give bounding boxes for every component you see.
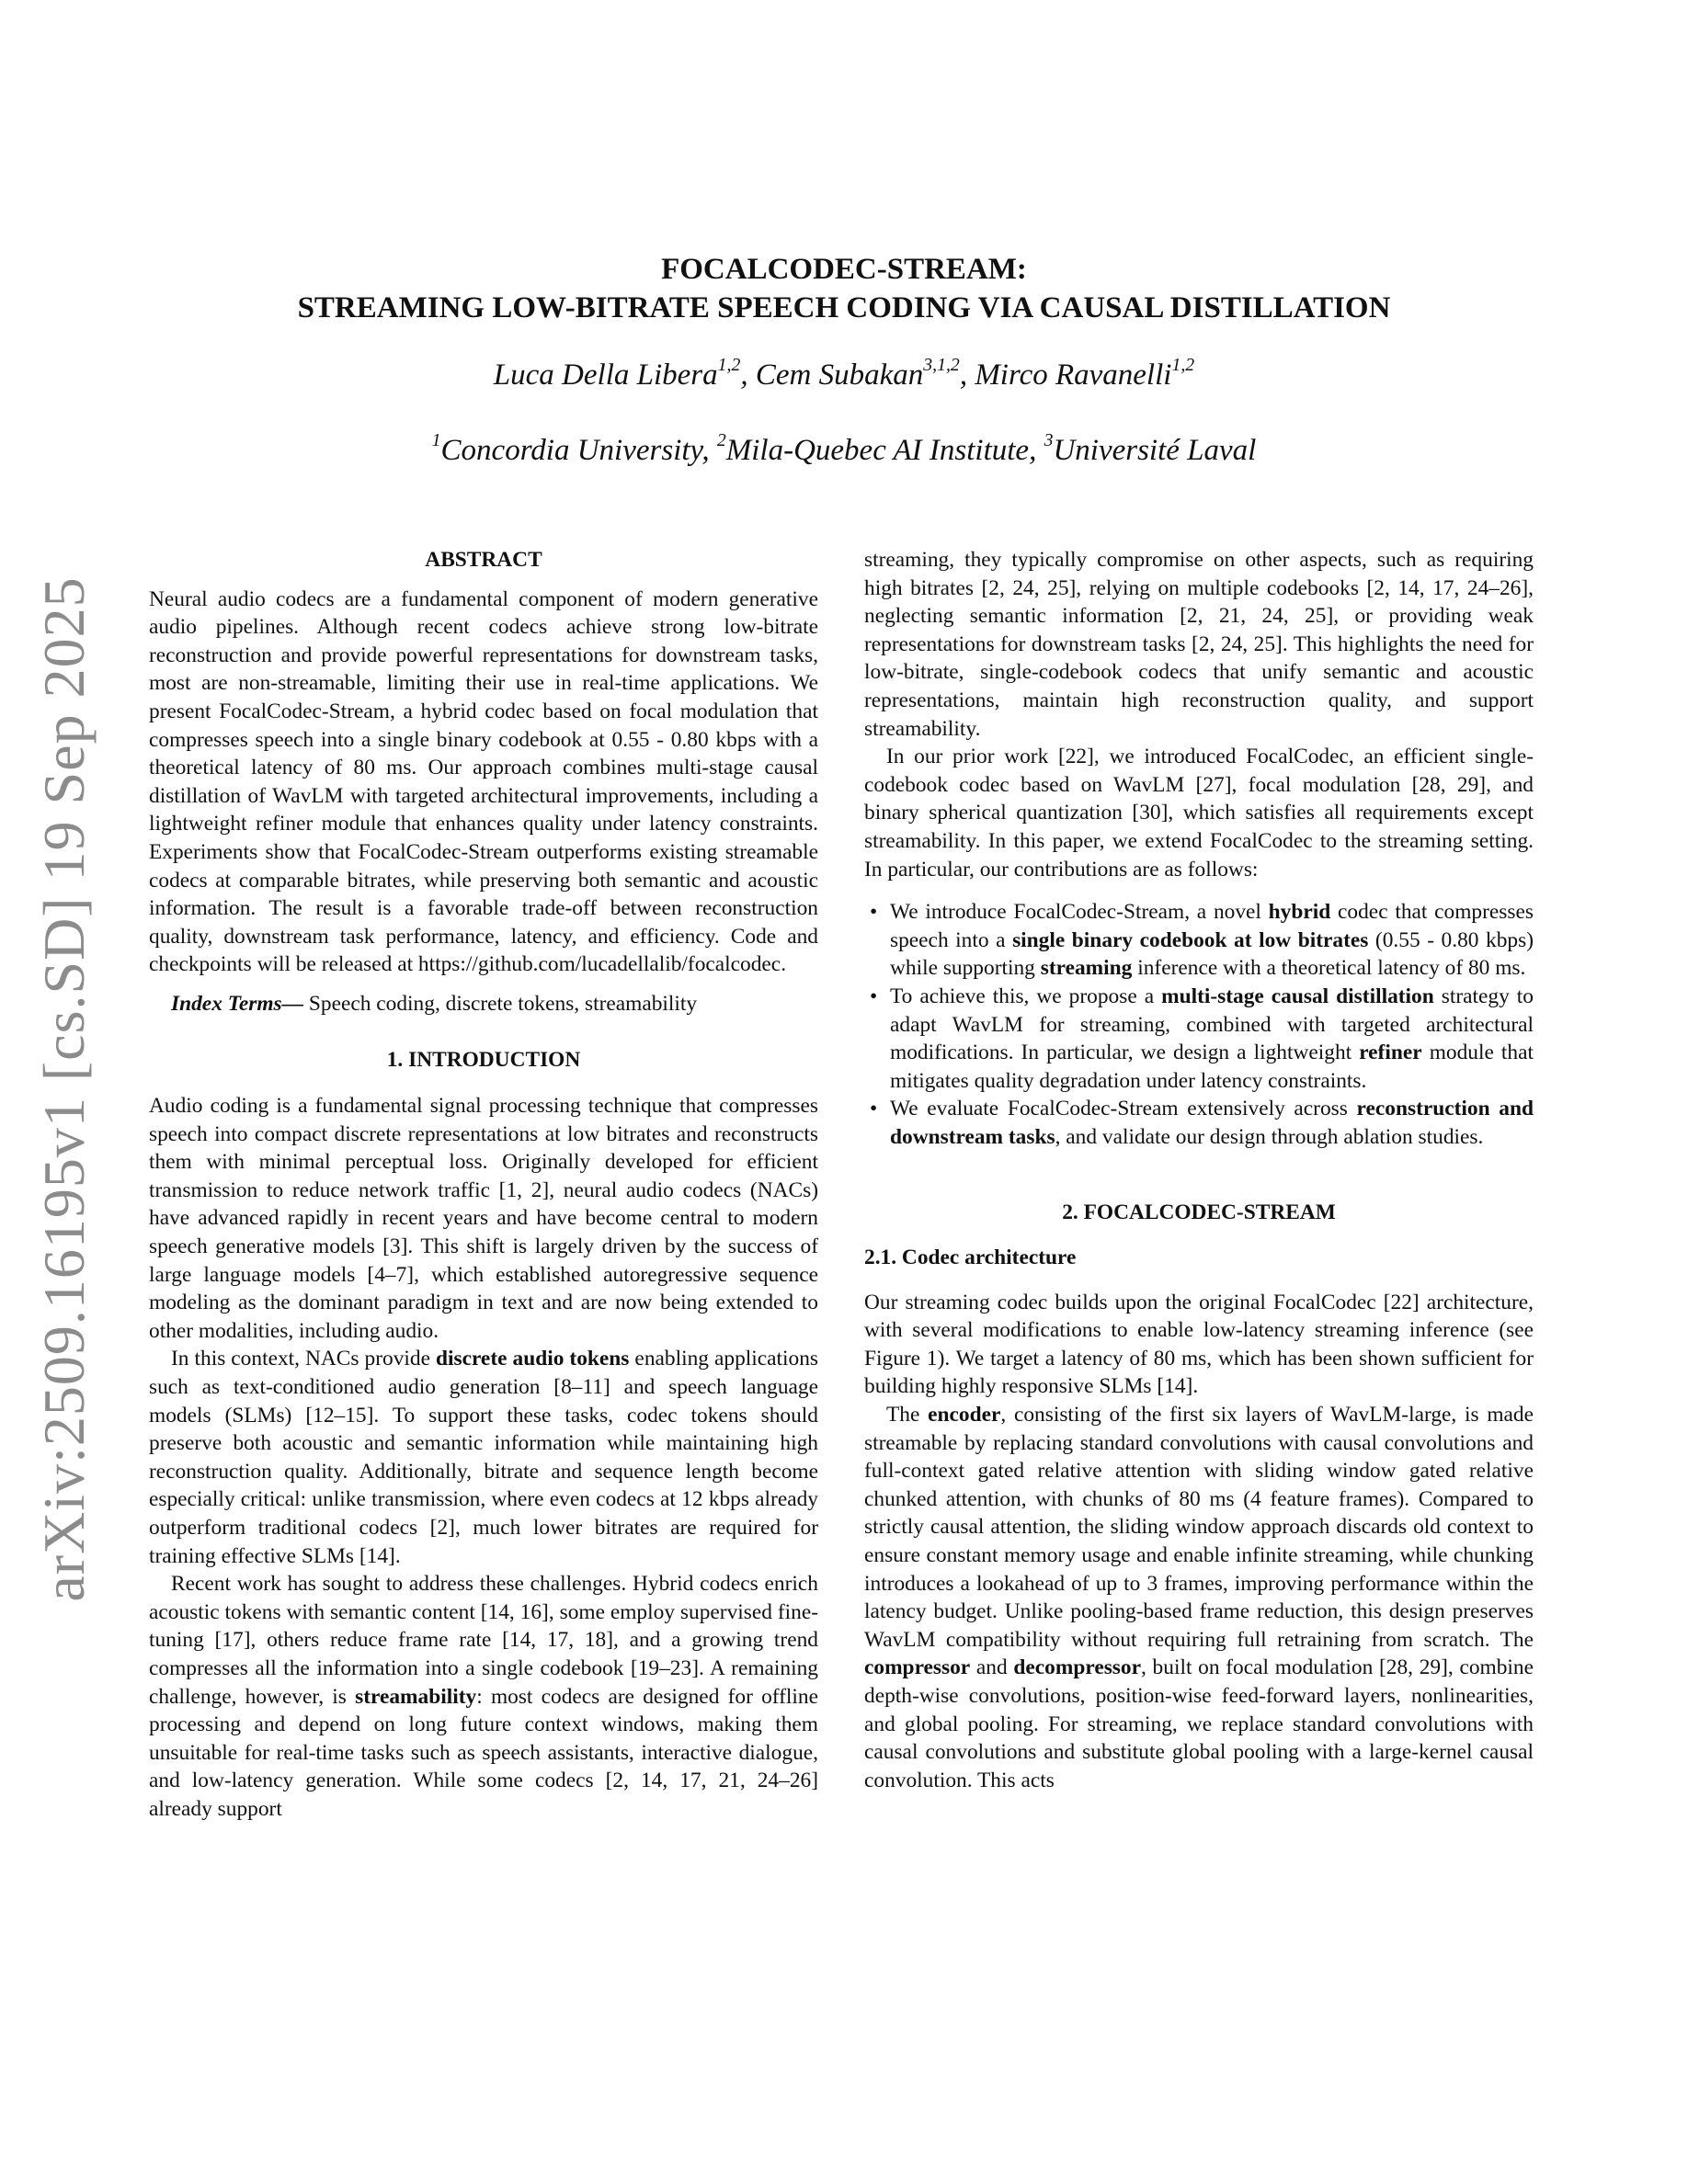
contribution-item [864, 898, 1534, 983]
title-line-1: FOCALCODEC-STREAM: [661, 253, 1027, 286]
intro-paragraph-2 [149, 1345, 818, 1570]
introduction-heading: 1. INTRODUCTION [386, 1047, 581, 1072]
index-terms-text: Speech coding, discrete tokens, streamability [303, 991, 698, 1016]
paper-title [0, 250, 1688, 327]
emphasis-text: compressor [864, 1655, 971, 1680]
emphasis-text: single binary codebook at low bitrates [1012, 927, 1369, 952]
intro-paragraph-3 [149, 1570, 818, 1823]
text-run: and [970, 1655, 1014, 1680]
left-column [149, 546, 818, 1824]
intro-continuation: streaming, they typically compromise on other aspects, such as requiring high bitrates [2, 24, 25], relying on multiple codebooks [2, 14, 17, 24–26], neglecting semantic information [2, 21, 24, 25], or providing weak representations for downstream tasks [2, 24, 25]. This highlights the need for low-bitrate, single-codebook codecs that unify semantic and acoustic representations, maintain high reconstruction quality, and support streamability. [864, 548, 1534, 741]
text-run: inference with a theoretical latency of 80 ms. [1132, 956, 1526, 981]
author-name: Mirco Ravanelli [975, 358, 1172, 392]
affiliation-number: 2 [716, 430, 726, 451]
text-run: module that mitigates quality degradation under latency constraints. [890, 1041, 1534, 1093]
emphasis-text: streaming [1040, 956, 1133, 981]
index-terms-label: Index Terms— [171, 991, 304, 1016]
text-run: (0.55 - 0.80 kbps) while supporting [890, 927, 1534, 981]
encoder-paragraph [864, 1401, 1534, 1794]
affiliation-separator: , [1029, 434, 1044, 467]
prior-work-paragraph: In our prior work [22], we introduced FocalCodec, an efficient single-codebook codec based on WavLM [27], focal modulation [28, 29], and binary spherical quantization [30], which satisfies all requirements except streamability. In this paper, we extend FocalCodec to the streaming setting. In particular, our contributions are as follows: [864, 745, 1534, 882]
text-run: codec that compresses speech into a [890, 900, 1534, 952]
author-separator: , [740, 358, 756, 392]
intro-paragraph-1: Audio coding is a fundamental signal processing technique that compresses speech into compact discrete representations at low bitrates and reconstructs them with minimal perceptual loss. Originally developed for efficient transmission to reduce network traffic [1, 2], neural audio codecs (NACs) have advanced rapidly in recent years and have become central to modern speech generative models [3]. This shift is largely driven by the success of large language models [4–7], which established autoregressive sequence modeling as the dominant paradigm in text and are now being extended to other modalities, including audio. [149, 1094, 818, 1343]
contribution-item [864, 983, 1534, 1095]
author-affiliation-mark: 1,2 [717, 355, 741, 376]
emphasis-text: reconstruction and downstream tasks [890, 1097, 1534, 1149]
title-line-2: STREAMING LOW-BITRATE SPEECH CODING VIA CAUSAL DISTILLATION [297, 291, 1391, 324]
emphasis-text: refiner [1359, 1041, 1422, 1065]
abstract-text: Neural audio codecs are a fundamental component of modern generative audio pipelines. Although recent codecs achieve strong low-bitrate reconstruction and provide powerful representations for downstream tasks, most are non-streamable, limiting their use in real-time applications. We present FocalCodec-Stream, a hybrid codec based on focal modulation that compresses speech into a single binary codebook at 0.55 - 0.80 kbps with a theoretical latency of 80 ms. Our approach combines multi-stage causal distillation of WavLM with targeted architectural improvements, including a lightweight refiner module that enhances quality under latency constraints. Experiments show that FocalCodec-Stream outperforms existing streamable codecs at comparable bitrates, while preserving both semantic and acoustic information. The result is a favorable trade-off between reconstruction quality, downstream task performance, latency, and efficiency. Code and checkpoints will be released at https://github.com/lucadellalib/focalcodec. [149, 586, 818, 977]
emphasis-text: encoder [928, 1403, 1001, 1428]
text-run: strategy to adapt WavLM for streaming, combined with targeted architectural modifications. In particular, we design a lightweight [890, 984, 1534, 1065]
author-separator: , [959, 358, 975, 392]
text-run: In this context, NACs provide [171, 1347, 436, 1371]
affiliation-number: 3 [1044, 430, 1054, 451]
contributions-list [864, 898, 1534, 1151]
author-list [0, 355, 1688, 392]
affiliation-separator: , [701, 434, 717, 467]
text-run: Recent work has sought to address these challenges. Hybrid codecs enrich acoustic tokens with semantic content [14, 16], some employ supervised fine-tuning [17], others reduce frame rate [14, 17, 18], and a growing trend compresses all the information into a single codebook [19–23]. A remaining challenge, however, is [149, 1572, 818, 1709]
text-run: To achieve this, we propose a [890, 984, 1162, 1008]
affiliation-name: Université Laval [1053, 434, 1257, 467]
text-run: The [886, 1403, 929, 1428]
arxiv-sidebar [28, 576, 101, 1602]
author-name: Cem Subakan [755, 358, 924, 392]
author-affiliation-mark: 1,2 [1171, 355, 1195, 376]
index-terms [149, 990, 818, 1018]
architecture-paragraph: Our streaming codec builds upon the original FocalCodec [22] architecture, with several modifications to enable low-latency streaming inference (see Figure 1). We target a latency of 80 ms, which has been shown sufficient for building highly responsive SLMs [14]. [864, 1290, 1534, 1399]
affiliation-name: Concordia University [440, 434, 702, 467]
subsection-2-1-heading: 2.1. Codec architecture [864, 1246, 1077, 1270]
author-name: Luca Della Libera [493, 358, 718, 392]
text-run: : most codecs are designed for offline processing and depend on long future context windows, making them unsuitable for real-time tasks such as speech assistants, interactive dialogue, and low-latency generation. While some codecs [2, 14, 17, 21, 24–26] already support [149, 1684, 818, 1821]
author-affiliation-mark: 3,1,2 [923, 355, 960, 376]
text-run: , consisting of the first six layers of WavLM-large, is made streamable by replacing standard convolutions with causal convolutions and full-context gated relative attention with sliding window gated relative chunked attention, with chunks of 80 ms (4 feature frames). Compared to strictly causal attention, the sliding window approach discards old context to ensure constant memory usage and enable infinite streaming, while chunking introduces a lookahead of up to 3 frames, improving performance within the latency budget. Unlike pooling-based frame reduction, this design preserves WavLM compatibility without requiring full retraining from scratch. The [864, 1403, 1534, 1652]
text-run: , built on focal modulation [28, 29], combine depth-wise convolutions, position-wise feed-forward layers, nonlinearities, and global pooling. For streaming, we replace standard convolutions with causal convolutions and substitute global pooling with a large-kernel causal convolution. This acts [864, 1655, 1534, 1792]
contribution-item [864, 1095, 1534, 1151]
right-column [864, 546, 1534, 1794]
affiliation-list [0, 430, 1688, 468]
abstract-heading: ABSTRACT [425, 548, 542, 572]
affiliation-number: 1 [431, 430, 441, 451]
emphasis-text: decompressor [1013, 1655, 1141, 1680]
emphasis-text: multi-stage causal distillation [1161, 984, 1434, 1008]
text-run: We introduce FocalCodec-Stream, a novel [890, 900, 1269, 925]
affiliation-name: Mila-Quebec AI Institute [725, 434, 1030, 467]
emphasis-text: streamability [355, 1684, 477, 1709]
arxiv-identifier: arXiv:2509.16195v1 [cs.SD] 19 Sep 2025 [31, 576, 97, 1602]
section-2-heading: 2. FOCALCODEC-STREAM [1062, 1200, 1336, 1225]
emphasis-text: discrete audio tokens [435, 1347, 630, 1371]
text-run: We evaluate FocalCodec-Stream extensively across [890, 1097, 1357, 1121]
emphasis-text: hybrid [1268, 900, 1331, 925]
text-run: , and validate our design through ablation studies. [1055, 1124, 1484, 1149]
text-run: enabling applications such as text-conditioned audio generation [8–11] and speech language models (SLMs) [12–15]. To support these tasks, codec tokens should preserve both acoustic and semantic information while maintaining high reconstruction quality. Additionally, bitrate and sequence length become especially critical: unlike transmission, where even codecs at 12 kbps already outperform traditional codecs [2], much lower bitrates are required for training effective SLMs [14]. [149, 1347, 819, 1568]
